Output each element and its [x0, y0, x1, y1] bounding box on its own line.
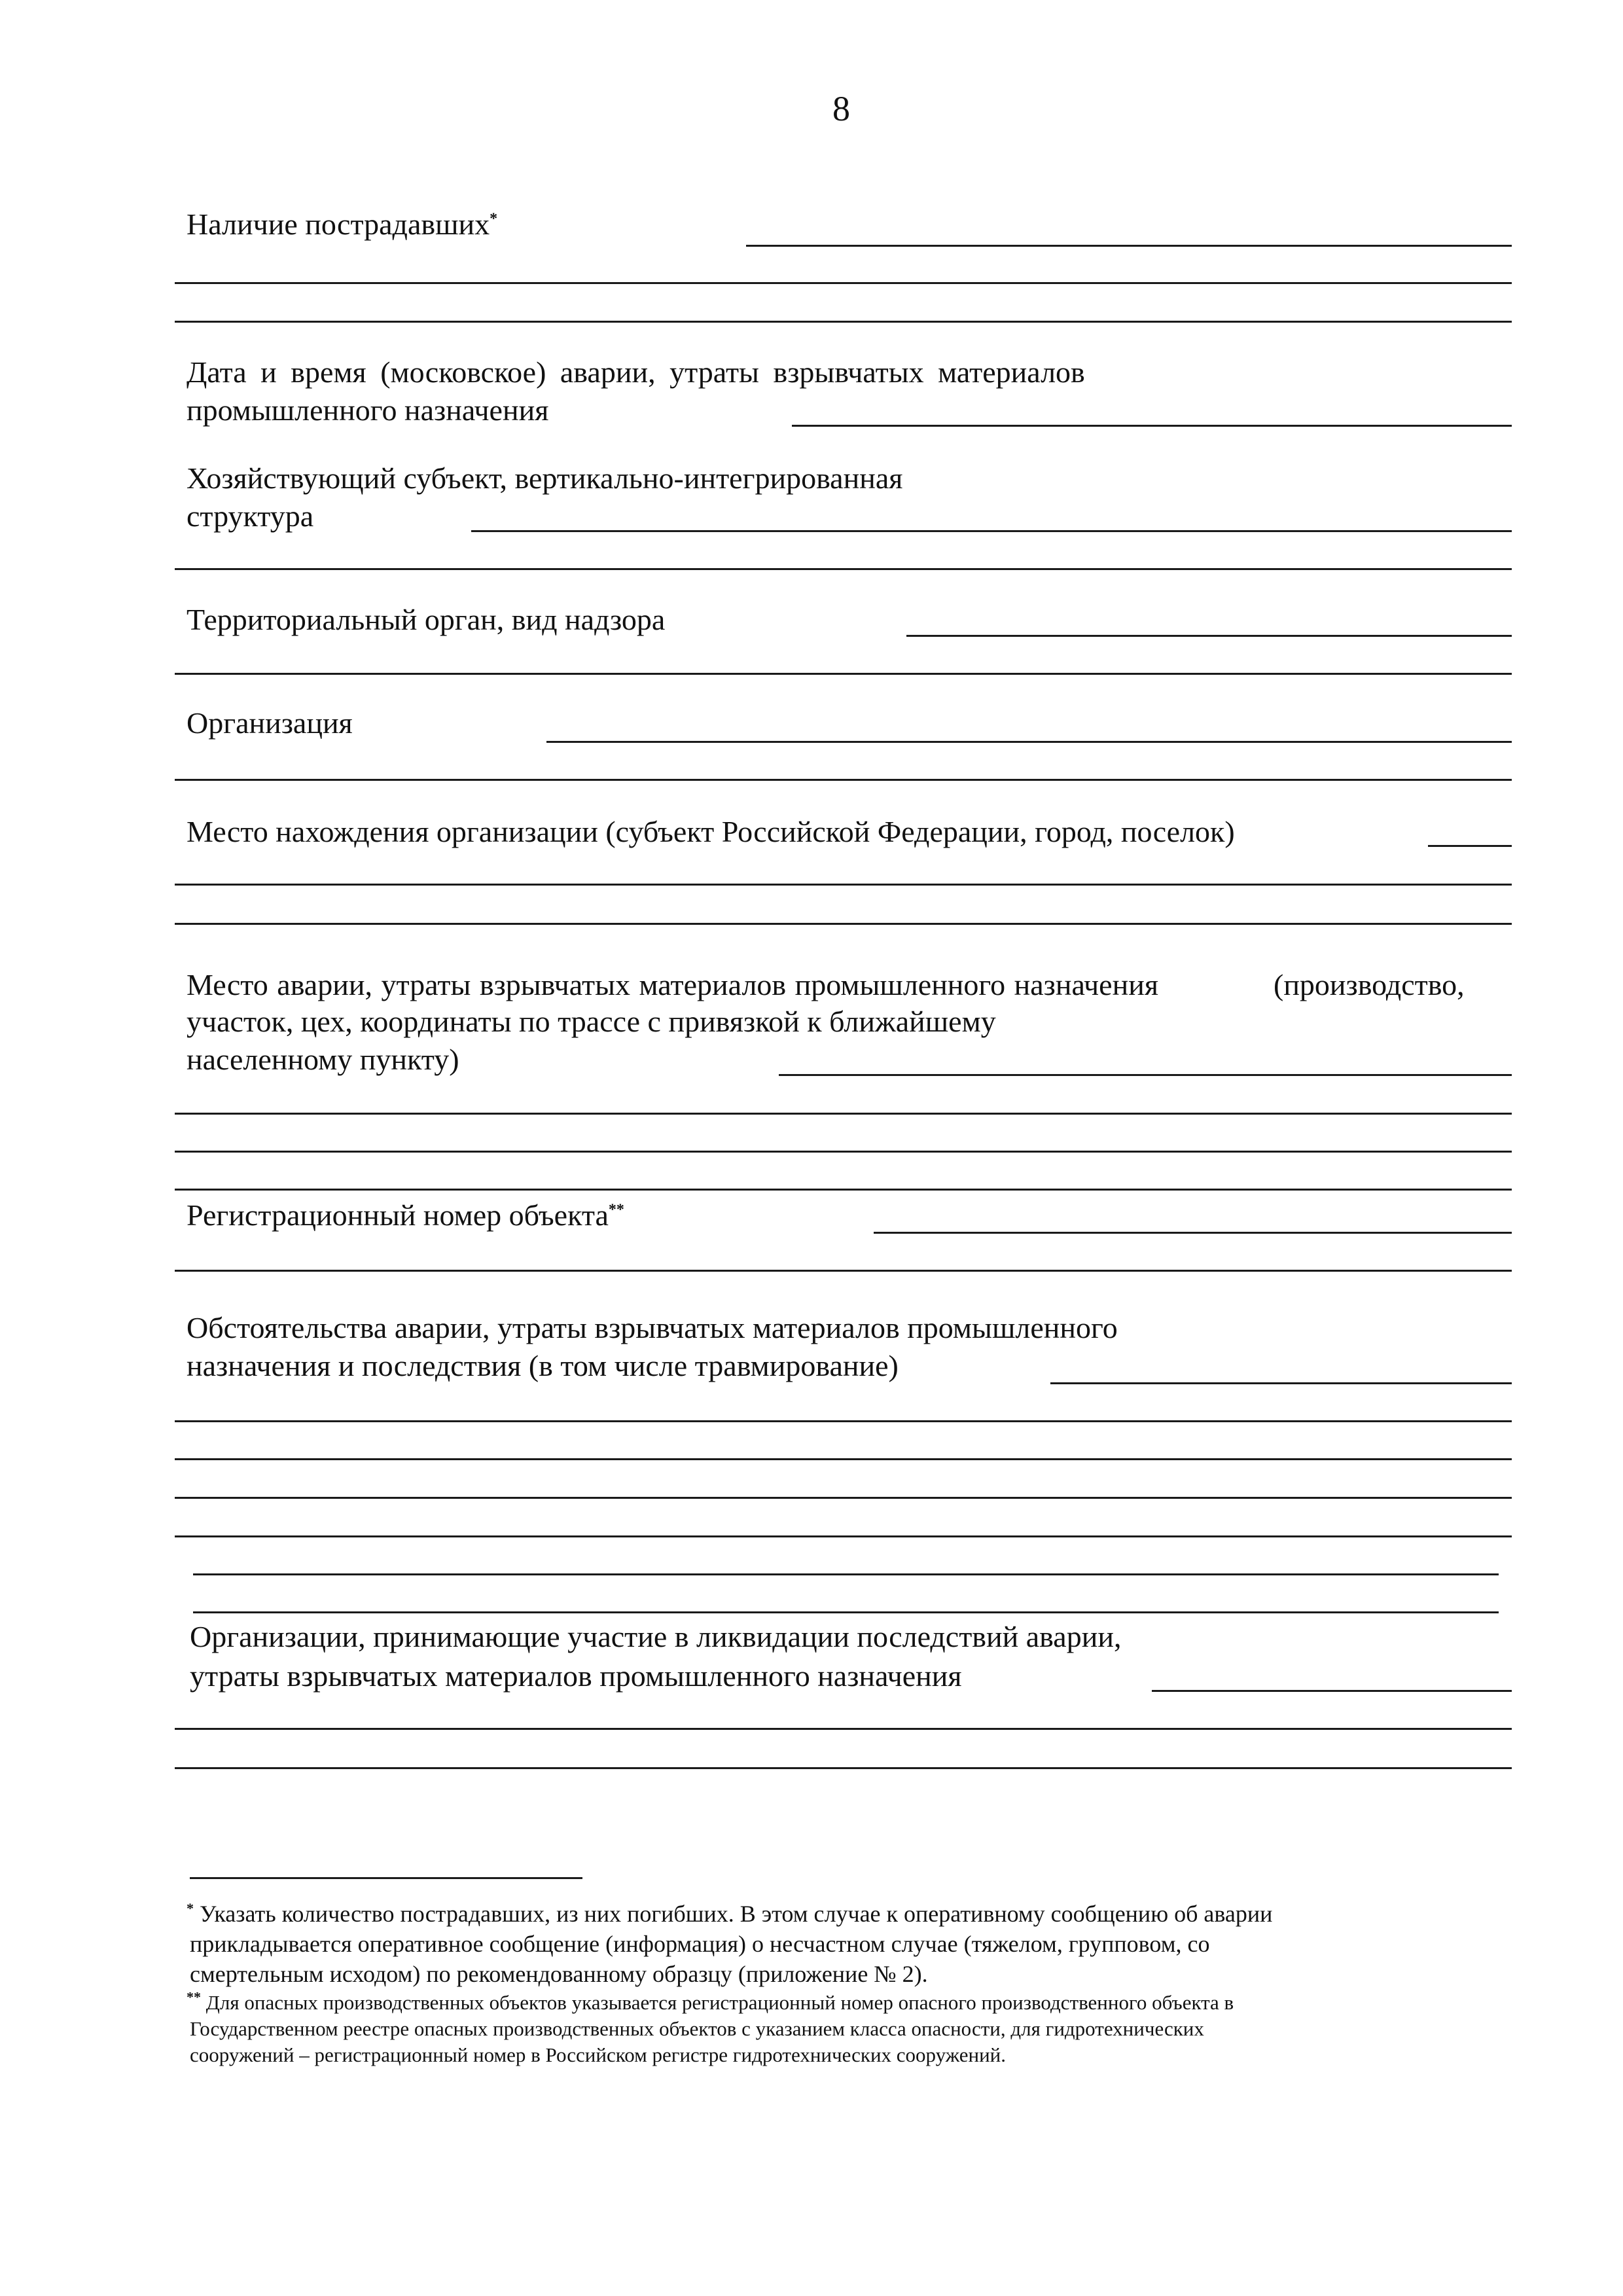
location-field-line[interactable]	[1428, 845, 1512, 847]
territorial-field-line[interactable]	[906, 635, 1512, 637]
page-number: 8	[832, 89, 850, 128]
reg-number-field-line[interactable]	[874, 1232, 1512, 1234]
datetime-label-line2: промышленного назначения	[187, 393, 549, 427]
footnote-2-line2: Государственном реестре опасных производственных объектов с указанием класса опасности, для гидротехнических	[190, 2017, 1204, 2040]
territorial-label: Территориальный орган, вид надзора	[187, 603, 666, 636]
victims-field-line[interactable]	[746, 245, 1512, 247]
location-label: Место нахождения организации (субъект Российской Федерации, город, поселок)	[187, 815, 1235, 848]
accident-place-label-line3: населенному пункту)	[187, 1043, 459, 1076]
datetime-field-line[interactable]	[792, 425, 1512, 427]
location-field-line-3[interactable]	[175, 923, 1512, 925]
location-field-line-2[interactable]	[175, 884, 1512, 886]
circumstances-field-line-6[interactable]	[193, 1573, 1499, 1575]
footnote-1-line1: * Указать количество пострадавших, из них погибших. В этом случае к оперативному сообщению об аварии	[187, 1900, 1273, 1927]
reg-number-field-line-2[interactable]	[175, 1270, 1512, 1272]
entity-label-line2: структура	[187, 499, 314, 533]
liquidation-label-line2: утраты взрывчатых материалов промышленного назначения	[190, 1659, 962, 1693]
territorial-field-line-2[interactable]	[175, 673, 1512, 675]
liquidation-field-line-3[interactable]	[175, 1767, 1512, 1769]
circumstances-field-line-7[interactable]	[193, 1611, 1499, 1613]
footnote-1-line3: смертельным исходом) по рекомендованному образцу (приложение № 2).	[190, 1961, 928, 1987]
footnote-1-line2: прикладывается оперативное сообщение (информация) о несчастном случае (тяжелом, групповом, со	[190, 1931, 1210, 1957]
accident-place-label-line1-end: (производство,	[1274, 968, 1465, 1001]
liquidation-field-line-2[interactable]	[175, 1728, 1512, 1730]
circumstances-field-line-2[interactable]	[175, 1420, 1512, 1422]
victims-field-line-2[interactable]	[175, 282, 1512, 284]
circumstances-field-line-4[interactable]	[175, 1497, 1512, 1499]
circumstances-field-line-3[interactable]	[175, 1458, 1512, 1460]
victims-field-line-3[interactable]	[175, 321, 1512, 323]
datetime-label-line1: Дата и время (московское) аварии, утраты взрывчатых материалов	[187, 355, 1085, 389]
footnote-2-line3: сооружений – регистрационный номер в Российском регистре гидротехнических сооружений.	[190, 2043, 1007, 2066]
circumstances-label-line1: Обстоятельства аварии, утраты взрывчатых материалов промышленного	[187, 1311, 1118, 1344]
reg-number-label: Регистрационный номер объекта**	[187, 1198, 624, 1232]
footnote-2-line1: ** Для опасных производственных объектов указывается регистрационный номер опасного производственного объекта в	[187, 1988, 1234, 2014]
accident-place-label-line2: участок, цех, координаты по трассе с привязкой к ближайшему	[187, 1005, 996, 1038]
accident-place-field-line-4[interactable]	[175, 1189, 1512, 1191]
footnote-separator	[190, 1877, 582, 1879]
accident-place-field-line-3[interactable]	[175, 1151, 1512, 1153]
organization-field-line[interactable]	[546, 741, 1512, 743]
accident-place-label-line1: Место аварии, утраты взрывчатых материалов промышленного назначения	[187, 968, 1158, 1001]
victims-label: Наличие пострадавших*	[187, 207, 498, 241]
entity-field-line[interactable]	[471, 530, 1512, 532]
liquidation-label-line1: Организации, принимающие участие в ликвидации последствий аварии,	[190, 1620, 1122, 1653]
circumstances-field-line-5[interactable]	[175, 1535, 1512, 1537]
organization-label: Организация	[187, 706, 353, 740]
accident-place-field-line-2[interactable]	[175, 1113, 1512, 1115]
circumstances-label-line2: назначения и последствия (в том числе травмирование)	[187, 1349, 899, 1382]
liquidation-field-line[interactable]	[1152, 1690, 1512, 1692]
organization-field-line-2[interactable]	[175, 779, 1512, 781]
accident-place-field-line[interactable]	[779, 1074, 1512, 1076]
circumstances-field-line[interactable]	[1050, 1382, 1512, 1384]
entity-field-line-2[interactable]	[175, 568, 1512, 570]
entity-label-line1: Хозяйствующий субъект, вертикально-интегрированная	[187, 461, 903, 495]
